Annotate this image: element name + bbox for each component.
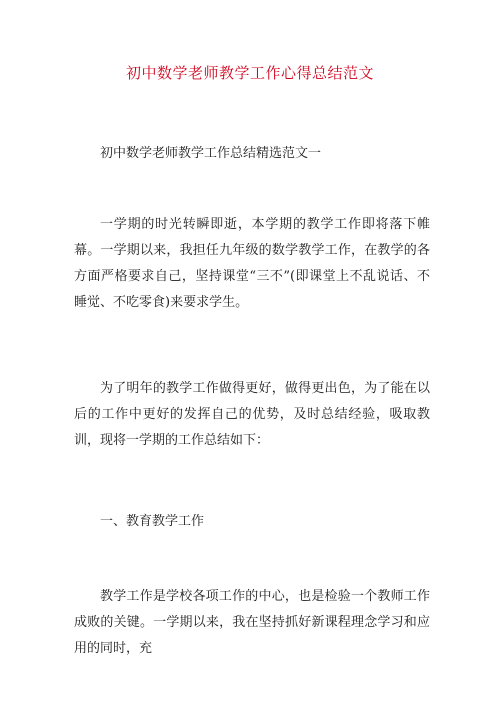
- paragraph-1: 一学期的时光转瞬即逝，本学期的教学工作即将落下帷幕。一学期以来，我担任九年级的数学教学工作，在教学的各方面严格要求自己，坚持课堂“三不”(即课堂上不乱说话、不睡觉、不吃零食)来要求学生。: [74, 217, 430, 310]
- paragraph-3: 教学工作是学校各项工作的中心，也是检验一个教师工作成败的关键。一学期以来，我在坚持抓好新课程理念学习和应用的同时，充: [74, 589, 430, 656]
- section-subtitle: 初中数学老师教学工作总结精选范文一: [100, 146, 322, 161]
- document-title: 初中数学老师教学工作心得总结范文: [125, 64, 374, 82]
- section-heading: 一、教育教学工作: [100, 514, 205, 529]
- paragraph-2: 为了明年的教学工作做得更好，做得更出色，为了能在以后的工作中更好的发挥自己的优势，及时总结经验，吸取教训，现将一学期的工作总结如下：: [74, 381, 430, 448]
